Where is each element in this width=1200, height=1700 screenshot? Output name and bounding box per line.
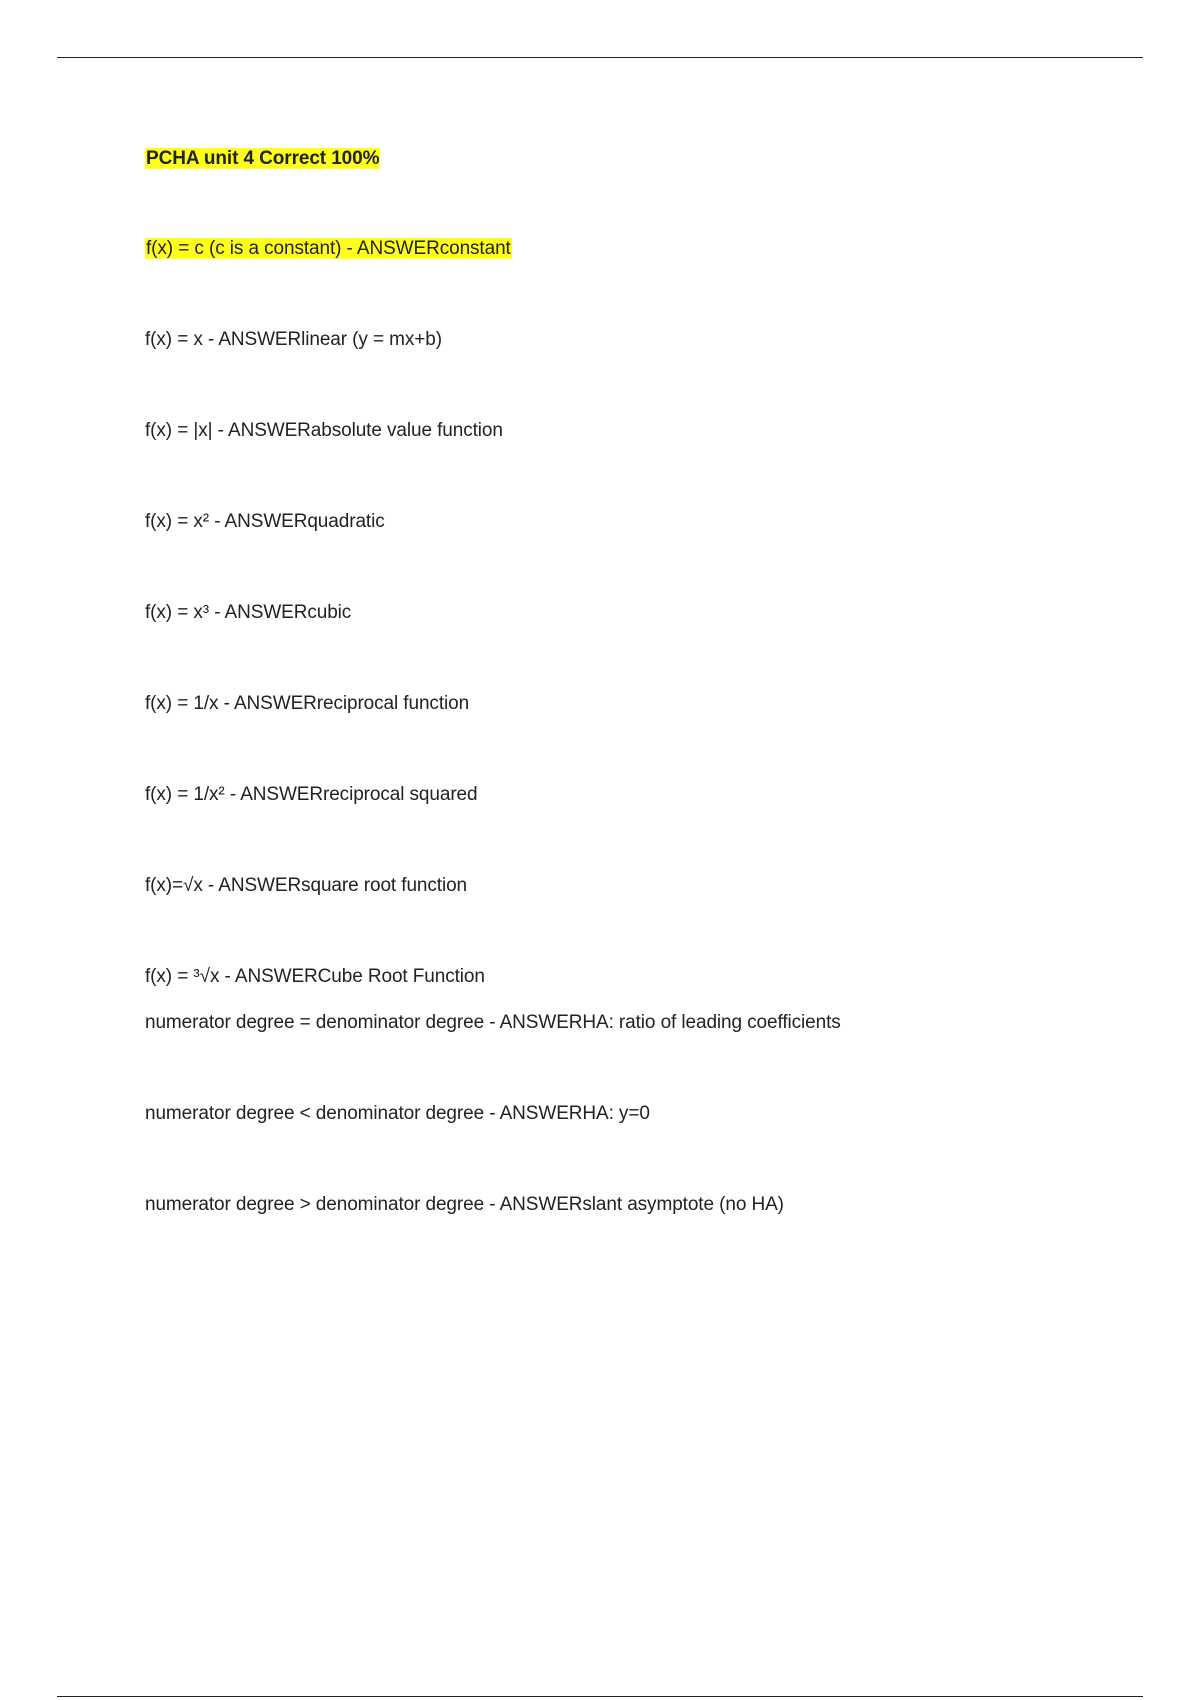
entry-reciprocal: f(x) = 1/x - ANSWERreciprocal function	[145, 693, 470, 714]
entry-linear: f(x) = x - ANSWERlinear (y = mx+b)	[145, 329, 442, 350]
entry-square-root: f(x)=√x - ANSWERsquare root function	[145, 875, 468, 896]
entry-cube-root: f(x) = ³√x - ANSWERCube Root Function	[145, 966, 485, 987]
entry-constant	[145, 237, 512, 261]
entry-text: f(x) = c (c is a constant) - ANSWERconstant	[146, 238, 511, 259]
entry-reciprocal-squared: f(x) = 1/x² - ANSWERreciprocal squared	[145, 784, 478, 805]
entry-absolute-value: f(x) = |x| - ANSWERabsolute value function	[145, 420, 503, 441]
entry-cubic: f(x) = x³ - ANSWERcubic	[145, 602, 352, 623]
entry-degree-less: numerator degree < denominator degree - ANSWERHA: y=0	[145, 1103, 650, 1124]
entry-quadratic: f(x) = x² - ANSWERquadratic	[145, 511, 385, 532]
document-title-text: PCHA unit 4 Correct 100%	[146, 148, 380, 169]
entry-degree-equal: numerator degree = denominator degree - ANSWERHA: ratio of leading coefficients	[145, 1012, 841, 1033]
entry-degree-greater: numerator degree > denominator degree - ANSWERslant asymptote (no HA)	[145, 1194, 784, 1215]
document-title	[145, 147, 380, 171]
header-rule	[57, 57, 1143, 58]
footer-rule	[57, 1696, 1143, 1697]
